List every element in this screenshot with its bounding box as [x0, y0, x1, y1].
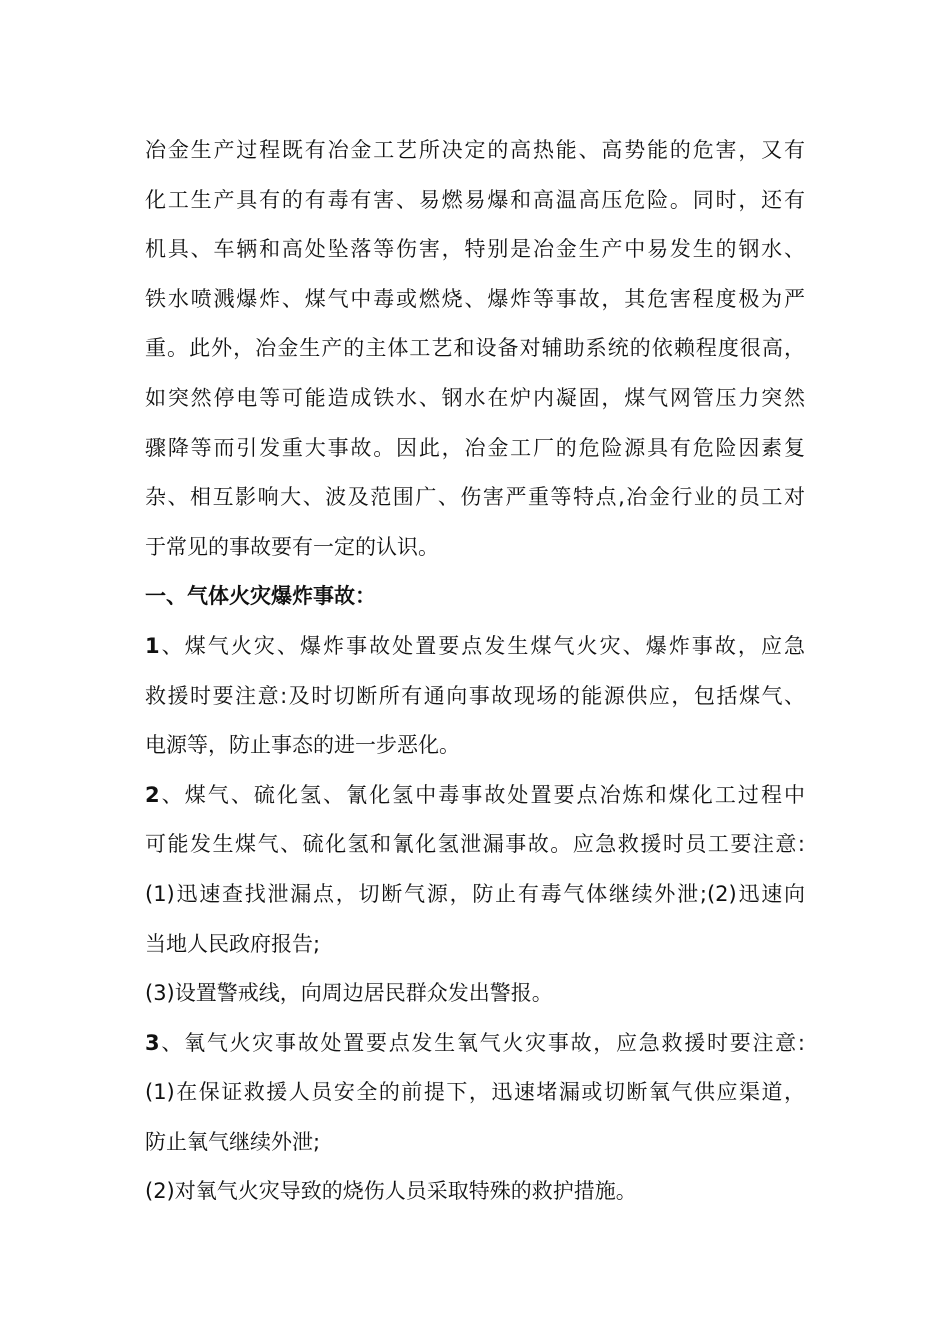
intro-line: 杂、相互影响大、波及范围广、伤害严重等特点,冶金行业的员工对	[145, 485, 805, 510]
item-number: 1	[145, 633, 160, 658]
intro-line: 化工生产具有的有毒有害、易燃易爆和高温高压危险。同时，还有	[145, 187, 805, 212]
list-item-line: (1)迅速查找泄漏点，切断气源，防止有毒气体继续外泄;(2)迅速向	[145, 881, 805, 906]
intro-paragraph	[145, 126, 810, 572]
document-body	[145, 126, 810, 1217]
list-item-first-line	[145, 622, 805, 672]
item-text: 、氧气火灾事故处置要点发生氧气火灾事故，应急救援时要注意:	[159, 1030, 805, 1055]
intro-line: 机具、车辆和高处坠落等伤害，特别是冶金生产中易发生的钢水、	[145, 237, 805, 262]
item-number: 2	[145, 782, 160, 807]
list-item-line: 可能发生煤气、硫化氢和氰化氢泄漏事故。应急救援时员工要注意:	[145, 832, 805, 857]
list-item-first-line	[145, 771, 805, 821]
list-item-line: 当地人民政府报告;	[145, 931, 321, 956]
item-number: 3	[145, 1030, 160, 1055]
section-heading: 一、气体火灾爆炸事故：	[145, 584, 376, 609]
list-item-2	[145, 771, 810, 1019]
list-item-line: (2)对氧气火灾导致的烧伤人员采取特殊的救护措施。	[145, 1179, 637, 1204]
list-item-line: 防止氧气继续外泄;	[145, 1129, 321, 1154]
intro-line: 如突然停电等可能造成铁水、钢水在炉内凝固，煤气网管压力突然	[145, 385, 805, 410]
list-item-line: (1)在保证救援人员安全的前提下，迅速堵漏或切断氧气供应渠道，	[145, 1080, 805, 1105]
intro-line: 重。此外，冶金生产的主体工艺和设备对辅助系统的依赖程度很高，	[145, 336, 805, 361]
list-item-first-line	[145, 1019, 805, 1069]
intro-line: 骤降等而引发重大事故。因此，冶金工厂的危险源具有危险因素复	[145, 435, 805, 460]
intro-line: 于常见的事故要有一定的认识。	[145, 534, 439, 559]
intro-line: 冶金生产过程既有冶金工艺所决定的高热能、高势能的危害，又有	[145, 138, 805, 162]
list-item-line: (3)设置警戒线，向周边居民群众发出警报。	[145, 981, 553, 1006]
list-item-line: 救援时要注意:及时切断所有通向事故现场的能源供应，包括煤气、	[145, 683, 805, 708]
list-item-1	[145, 622, 810, 771]
intro-line: 铁水喷溅爆炸、煤气中毒或燃烧、爆炸等事故，其危害程度极为严	[145, 286, 805, 311]
item-text: 、煤气、硫化氢、氰化氢中毒事故处置要点冶炼和煤化工过程中	[159, 782, 805, 807]
list-item-3	[145, 1019, 810, 1217]
list-item-line: 电源等，防止事态的进一步恶化。	[145, 733, 460, 758]
item-text: 、煤气火灾、爆炸事故处置要点发生煤气火灾、爆炸事故，应急	[159, 633, 805, 658]
